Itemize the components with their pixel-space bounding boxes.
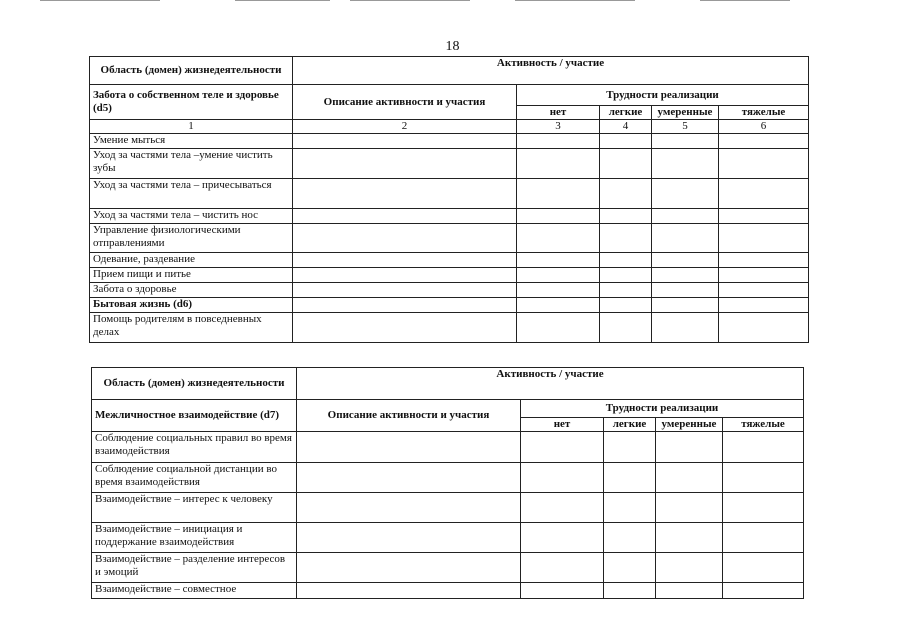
activity-label: Соблюдение социальной дистанции во время взаимодействия [92,463,297,493]
level-mild-cell[interactable] [600,253,652,268]
level-severe-cell[interactable] [719,313,809,343]
activity-label: Управление физиологическими отправлениями [90,224,293,253]
table-row [90,268,809,283]
table-row [90,134,809,149]
description-cell[interactable] [293,283,517,298]
level-moderate-cell[interactable] [652,253,719,268]
column-number: 2 [293,120,517,134]
table-row [92,493,804,523]
level-mild-cell[interactable] [600,313,652,343]
difficulty-header: Трудности реализации [517,85,809,106]
level-none: нет [517,106,600,120]
description-cell[interactable] [293,134,517,149]
description-cell[interactable] [293,298,517,313]
scan-edge-line [40,0,160,1]
level-none-cell[interactable] [517,253,600,268]
level-severe-cell[interactable] [723,432,804,463]
level-moderate-cell[interactable] [652,283,719,298]
domain-header: Область (домен) жизнедеятельности [92,368,297,400]
level-severe-cell[interactable] [723,583,804,599]
level-moderate-cell[interactable] [652,209,719,224]
table-row [92,463,804,493]
level-none-cell[interactable] [517,224,600,253]
column-number: 1 [90,120,293,134]
level-none-cell[interactable] [517,298,600,313]
activity-label: Соблюдение социальных правил во время взаимодействия [92,432,297,463]
activity-label: Одевание, раздевание [90,253,293,268]
description-cell[interactable] [297,493,521,523]
level-none-cell[interactable] [521,432,604,463]
table-row [90,179,809,209]
table-row [90,209,809,224]
activity-header: Активность / участие [293,57,809,85]
table-row [92,523,804,553]
activity-label: Взаимодействие – интерес к человеку [92,493,297,523]
description-cell[interactable] [297,583,521,599]
level-moderate-cell[interactable] [656,463,723,493]
level-moderate-cell[interactable] [656,493,723,523]
level-severe-cell[interactable] [723,463,804,493]
description-header: Описание активности и участия [297,400,521,432]
table-row [92,553,804,583]
activity-label: Взаимодействие – инициация и поддержание взаимодействия [92,523,297,553]
level-severe-cell[interactable] [723,523,804,553]
activity-label: Взаимодействие – разделение интересов и эмоций [92,553,297,583]
table-row [92,432,804,463]
level-none-cell[interactable] [517,209,600,224]
column-number: 4 [600,120,652,134]
level-mild-cell[interactable] [600,209,652,224]
section-row [90,298,809,313]
level-none-cell[interactable] [521,583,604,599]
level-moderate-cell[interactable] [652,268,719,283]
activity-label: Умение мыться [90,134,293,149]
level-moderate-cell[interactable] [656,432,723,463]
level-mild-cell[interactable] [600,134,652,149]
description-cell[interactable] [293,209,517,224]
description-cell[interactable] [293,149,517,179]
description-cell[interactable] [297,432,521,463]
table-row [90,149,809,179]
level-moderate-cell[interactable] [652,149,719,179]
activity-header: Активность / участие [297,368,804,400]
level-severe-cell[interactable] [723,553,804,583]
column-number: 3 [517,120,600,134]
description-header: Описание активности и участия [293,85,517,120]
activity-label: Помощь родителям в повседневных делах [90,313,293,343]
level-severe-cell[interactable] [719,209,809,224]
table-row [90,283,809,298]
scan-edge-line [235,0,330,1]
table-row [90,224,809,253]
activity-label: Взаимодействие – совместное [92,583,297,599]
column-number: 5 [652,120,719,134]
level-moderate-cell[interactable] [652,134,719,149]
level-none: нет [521,418,604,432]
level-mild-cell[interactable] [604,523,656,553]
domain-header: Область (домен) жизнедеятельности [90,57,293,85]
description-cell[interactable] [293,179,517,209]
level-mild-cell[interactable] [604,583,656,599]
level-moderate-cell[interactable] [652,224,719,253]
section-title: Бытовая жизнь (d6) [90,298,293,313]
level-none-cell[interactable] [517,283,600,298]
level-moderate-cell[interactable] [656,523,723,553]
activity-table-d7 [91,367,804,599]
scan-edge-line [515,0,635,1]
activity-label: Прием пищи и питье [90,268,293,283]
section-title: Забота о собственном теле и здоровье (d5) [90,85,293,120]
level-severe-cell[interactable] [719,179,809,209]
level-moderate: умеренные [652,106,719,120]
level-severe-cell[interactable] [719,298,809,313]
level-severe-cell[interactable] [719,134,809,149]
level-severe-cell[interactable] [719,224,809,253]
difficulty-header: Трудности реализации [521,400,804,418]
page-number: 18 [445,39,460,54]
scan-edge-line [700,0,790,1]
activity-label: Уход за частями тела –умение чистить зубы [90,149,293,179]
description-cell[interactable] [293,224,517,253]
level-mild-cell[interactable] [600,283,652,298]
level-mild-cell[interactable] [604,553,656,583]
activity-label: Уход за частями тела – причесываться [90,179,293,209]
section-title: Межличностное взаимодействие (d7) [92,400,297,432]
level-severe-cell[interactable] [719,253,809,268]
description-cell[interactable] [293,268,517,283]
level-none-cell[interactable] [517,179,600,209]
table-row [90,313,809,343]
level-none-cell[interactable] [521,463,604,493]
activity-table-d5 [89,56,809,343]
activity-label: Уход за частями тела – чистить нос [90,209,293,224]
level-mild: легкие [604,418,656,432]
level-none-cell[interactable] [521,553,604,583]
level-mild: легкие [600,106,652,120]
column-number: 6 [719,120,809,134]
level-moderate-cell[interactable] [652,179,719,209]
level-severe-cell[interactable] [719,268,809,283]
level-severe-cell[interactable] [719,149,809,179]
level-moderate-cell[interactable] [656,553,723,583]
activity-label: Забота о здоровье [90,283,293,298]
level-none-cell[interactable] [517,268,600,283]
level-mild-cell[interactable] [604,493,656,523]
level-moderate: умеренные [656,418,723,432]
level-mild-cell[interactable] [600,224,652,253]
level-mild-cell[interactable] [600,149,652,179]
scan-edge-line [350,0,470,1]
description-cell[interactable] [293,313,517,343]
level-moderate-cell[interactable] [652,313,719,343]
level-mild-cell[interactable] [600,179,652,209]
level-mild-cell[interactable] [604,463,656,493]
level-severe-cell[interactable] [719,283,809,298]
level-moderate-cell[interactable] [656,583,723,599]
level-none-cell[interactable] [521,523,604,553]
level-none-cell[interactable] [517,149,600,179]
level-mild-cell[interactable] [600,298,652,313]
level-none-cell[interactable] [517,134,600,149]
level-none-cell[interactable] [521,493,604,523]
level-moderate-cell[interactable] [652,298,719,313]
description-cell[interactable] [297,523,521,553]
table-row [92,583,804,599]
description-cell[interactable] [293,253,517,268]
level-none-cell[interactable] [517,313,600,343]
description-cell[interactable] [297,553,521,583]
description-cell[interactable] [297,463,521,493]
level-severe: тяжелые [719,106,809,120]
level-severe-cell[interactable] [723,493,804,523]
table-row [90,253,809,268]
column-number-row [90,120,809,134]
level-mild-cell[interactable] [600,268,652,283]
level-severe: тяжелые [723,418,804,432]
level-mild-cell[interactable] [604,432,656,463]
